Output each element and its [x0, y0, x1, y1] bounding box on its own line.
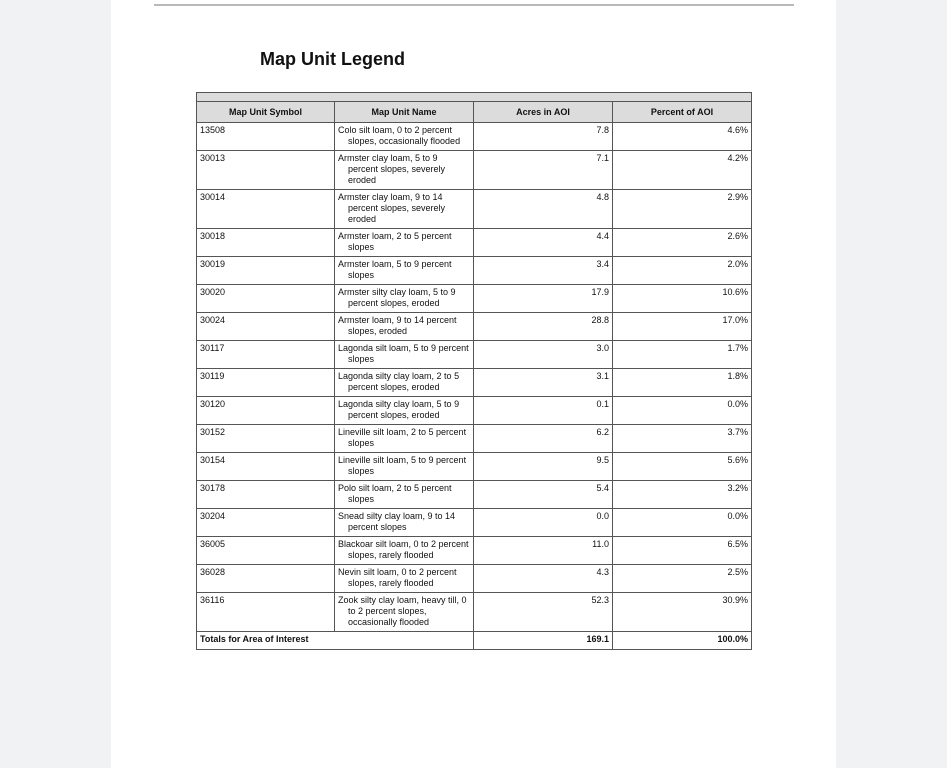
- map-unit-name: [335, 341, 474, 369]
- totals-acres: 169.1: [474, 632, 613, 650]
- map-unit-name: [335, 397, 474, 425]
- map-unit-symbol: 30013: [197, 151, 335, 190]
- percent-of-aoi: 4.2%: [613, 151, 752, 190]
- acres-in-aoi: 17.9: [474, 285, 613, 313]
- percent-of-aoi: 2.6%: [613, 229, 752, 257]
- percent-of-aoi: 1.7%: [613, 341, 752, 369]
- table-row: [197, 123, 752, 151]
- map-unit-symbol: 30204: [197, 509, 335, 537]
- totals-label: Totals for Area of Interest: [197, 632, 474, 650]
- map-unit-name-text: Zook silty clay loam, heavy till, 0 to 2 percent slopes, occasionally flooded: [338, 595, 467, 627]
- header-rule: [154, 4, 794, 6]
- percent-of-aoi: 3.2%: [613, 481, 752, 509]
- percent-of-aoi: 6.5%: [613, 537, 752, 565]
- map-unit-name-text: Lagonda silty clay loam, 5 to 9 percent slopes, eroded: [338, 399, 460, 420]
- column-header-name: Map Unit Name: [335, 102, 474, 123]
- map-unit-name: [335, 285, 474, 313]
- acres-in-aoi: 11.0: [474, 537, 613, 565]
- map-unit-name-text: Armster loam, 5 to 9 percent slopes: [338, 259, 452, 280]
- map-unit-symbol: 36005: [197, 537, 335, 565]
- map-unit-name-text: Polo silt loam, 2 to 5 percent slopes: [338, 483, 452, 504]
- percent-of-aoi: 1.8%: [613, 369, 752, 397]
- map-unit-symbol: 30024: [197, 313, 335, 341]
- map-unit-name-text: Armster loam, 2 to 5 percent slopes: [338, 231, 452, 252]
- map-unit-name: [335, 509, 474, 537]
- table-row: [197, 151, 752, 190]
- map-unit-symbol: 30154: [197, 453, 335, 481]
- acres-in-aoi: 4.4: [474, 229, 613, 257]
- acres-in-aoi: 0.1: [474, 397, 613, 425]
- acres-in-aoi: 0.0: [474, 509, 613, 537]
- table-row: [197, 257, 752, 285]
- map-unit-name: [335, 313, 474, 341]
- table-row: [197, 481, 752, 509]
- map-unit-name: [335, 565, 474, 593]
- acres-in-aoi: 7.8: [474, 123, 613, 151]
- table-row: [197, 369, 752, 397]
- table-row: [197, 425, 752, 453]
- acres-in-aoi: 52.3: [474, 593, 613, 632]
- table-row: [197, 509, 752, 537]
- map-unit-name-text: Lagonda silt loam, 5 to 9 percent slopes: [338, 343, 469, 364]
- map-unit-symbol: 30117: [197, 341, 335, 369]
- map-unit-symbol: 30020: [197, 285, 335, 313]
- table-row: [197, 229, 752, 257]
- map-unit-name-text: Armster silty clay loam, 5 to 9 percent slopes, eroded: [338, 287, 456, 308]
- percent-of-aoi: 5.6%: [613, 453, 752, 481]
- map-unit-name: [335, 593, 474, 632]
- percent-of-aoi: 2.0%: [613, 257, 752, 285]
- column-header-percent: Percent of AOI: [613, 102, 752, 123]
- percent-of-aoi: 2.5%: [613, 565, 752, 593]
- map-unit-name-text: Lagonda silty clay loam, 2 to 5 percent slopes, eroded: [338, 371, 460, 392]
- table-row: [197, 190, 752, 229]
- map-unit-symbol: 30018: [197, 229, 335, 257]
- percent-of-aoi: 30.9%: [613, 593, 752, 632]
- table-row: [197, 537, 752, 565]
- map-unit-name: [335, 425, 474, 453]
- map-unit-name-text: Nevin silt loam, 0 to 2 percent slopes, rarely flooded: [338, 567, 457, 588]
- map-unit-symbol: 13508: [197, 123, 335, 151]
- totals-row: [197, 632, 752, 650]
- table-row: [197, 313, 752, 341]
- map-unit-name: [335, 453, 474, 481]
- percent-of-aoi: 10.6%: [613, 285, 752, 313]
- map-unit-symbol: 30119: [197, 369, 335, 397]
- table-body: [197, 123, 752, 632]
- percent-of-aoi: 0.0%: [613, 509, 752, 537]
- acres-in-aoi: 4.8: [474, 190, 613, 229]
- map-unit-symbol: 30019: [197, 257, 335, 285]
- map-unit-name: [335, 481, 474, 509]
- percent-of-aoi: 4.6%: [613, 123, 752, 151]
- map-unit-symbol: 30014: [197, 190, 335, 229]
- percent-of-aoi: 17.0%: [613, 313, 752, 341]
- map-unit-symbol: 36116: [197, 593, 335, 632]
- map-unit-symbol: 36028: [197, 565, 335, 593]
- map-unit-name: [335, 190, 474, 229]
- totals-percent: 100.0%: [613, 632, 752, 650]
- table-row: [197, 397, 752, 425]
- map-unit-name-text: Lineville silt loam, 2 to 5 percent slopes: [338, 427, 467, 448]
- percent-of-aoi: 0.0%: [613, 397, 752, 425]
- table-header-row: [197, 102, 752, 123]
- map-unit-name: [335, 257, 474, 285]
- table-header-band: [197, 93, 752, 102]
- page-title: Map Unit Legend: [260, 49, 405, 69]
- map-unit-name-text: Colo silt loam, 0 to 2 percent slopes, occasionally flooded: [338, 125, 461, 146]
- map-unit-symbol: 30152: [197, 425, 335, 453]
- map-unit-name: [335, 229, 474, 257]
- acres-in-aoi: 4.3: [474, 565, 613, 593]
- map-unit-name: [335, 369, 474, 397]
- acres-in-aoi: 9.5: [474, 453, 613, 481]
- map-unit-name-text: Snead silty clay loam, 9 to 14 percent slopes: [338, 511, 456, 532]
- table-row: [197, 565, 752, 593]
- map-unit-name: [335, 123, 474, 151]
- acres-in-aoi: 28.8: [474, 313, 613, 341]
- table-row: [197, 453, 752, 481]
- column-header-symbol: Map Unit Symbol: [197, 102, 335, 123]
- acres-in-aoi: 7.1: [474, 151, 613, 190]
- acres-in-aoi: 3.1: [474, 369, 613, 397]
- acres-in-aoi: 6.2: [474, 425, 613, 453]
- map-unit-name-text: Armster loam, 9 to 14 percent slopes, eroded: [338, 315, 457, 336]
- map-unit-symbol: 30120: [197, 397, 335, 425]
- map-unit-name-text: Armster clay loam, 9 to 14 percent slopes, severely eroded: [338, 192, 446, 224]
- map-unit-name-text: Lineville silt loam, 5 to 9 percent slopes: [338, 455, 467, 476]
- map-unit-name-text: Blackoar silt loam, 0 to 2 percent slopes, rarely flooded: [338, 539, 469, 560]
- table-row: [197, 593, 752, 632]
- map-unit-name-text: Armster clay loam, 5 to 9 percent slopes, severely eroded: [338, 153, 446, 185]
- table-row: [197, 285, 752, 313]
- percent-of-aoi: 3.7%: [613, 425, 752, 453]
- percent-of-aoi: 2.9%: [613, 190, 752, 229]
- map-unit-symbol: 30178: [197, 481, 335, 509]
- map-unit-name: [335, 537, 474, 565]
- acres-in-aoi: 3.0: [474, 341, 613, 369]
- acres-in-aoi: 5.4: [474, 481, 613, 509]
- map-unit-name: [335, 151, 474, 190]
- map-unit-legend-table: [196, 92, 752, 650]
- column-header-acres: Acres in AOI: [474, 102, 613, 123]
- table-row: [197, 341, 752, 369]
- acres-in-aoi: 3.4: [474, 257, 613, 285]
